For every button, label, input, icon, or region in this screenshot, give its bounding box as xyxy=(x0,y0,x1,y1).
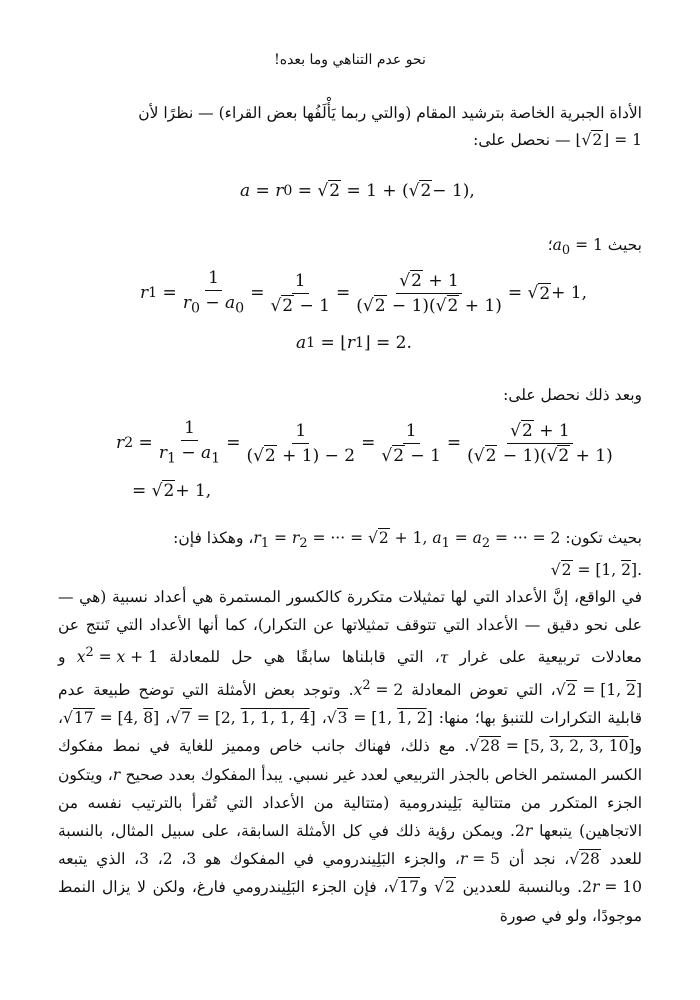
fraction: $\frac{1}{r_1 - a_1}$ xyxy=(158,418,221,467)
math-r-a-sequence: $r_1 = r_2$ = ··· = √2 + 1, $a_1 = a_2$ = ··· = 2 xyxy=(253,529,561,552)
equation-a1: a 1 = ⌊ r 1 ⌋ = 2. xyxy=(296,333,412,353)
fraction: $\frac{1}{(√2 + 1) - 2}$ xyxy=(246,420,356,466)
math-tau: τ xyxy=(439,648,449,667)
math-2r: 2r xyxy=(514,821,533,840)
math-r: r xyxy=(112,765,121,784)
paragraph-intro xyxy=(58,100,642,154)
text-line: . وبالنسبة للعددين xyxy=(462,878,583,897)
fraction: $\frac{1}{√2 - 1}$ xyxy=(381,420,441,466)
math-x2-eq-2: $x^2 = 2$ xyxy=(353,677,404,699)
text-line: الأمثلة التي توضح طبيعة عدم قابلية التكرارات للتنبؤ بها؛ منها: xyxy=(58,680,642,728)
fraction: $\frac{√2 + 1}{(√2 - 1)(√2 + 1)}$ xyxy=(356,270,502,316)
math-sqrt7-cf: √7 = [2, 1, 1, 1, 4] xyxy=(170,709,316,728)
paragraph-then xyxy=(58,382,642,409)
paragraph-main: في الواقع، إنَّ الأعداد التي لها تمثيلات متكررة كالكسور المستمرة هي أعداد نسبية (هي — على نحو دقيق — الأعداد التي تتوقف تمثيلاتها عن التكرار)، كما أنها الأعداد التي تَنتج عن معادلات تربيعية على غرار τ، التي قابلناها سابقًا هي حل للمعادلة $x^2 = x + 1$ و√2 = [1, 2]، التي تعوض المعادلة $x^2 = 2$. وتوجد بعض الأمثلة التي توضح طبيعة عدم قابلية التكرارات للتنبؤ بها؛ منها: √3 = [1, 1, 2]، √7 = [2, 1, 1, 1, 4]، √17 = [4, 8]، و√28 = [5, 3, 2, 3, 10]. مع ذلك، فهناك جانب خاص ومميز للغاية في نمط مفكوك الكسر المستمر الخاص بالجذر التربيعي لعدد غير نسبي. يبدأ المفكوك بعدد صحيح r، ويتكون الجزء المتكرر من متتالية بَلِيندرومية (متتالية من الأعداد التي تُقرأ بالترتيب نفسه من الاتجاهين) يتبعها 2r. ويمكن رؤية ذلك في كل الأمثلة السابقة، على سبيل المثال، بالنسبة للعدد √28، نجد أن r = 5، والجزء البَلِيندرومي في المفكوك هو 3، 2، 3، الذي يتبعه 2r = 10. وبالنسبة للعددين √2 و√17، فإن الجزء البَلِيندرومي فارغ، ولكن لا يزال النمط موجودًا، ولو في صورة xyxy=(58,588,643,925)
text-line: . وتوجد بعض xyxy=(264,680,354,699)
paragraph-a0 xyxy=(58,232,642,264)
text-line: ذلك في كل الأمثلة السابقة، على سبيل المثال، بالنسبة للعدد xyxy=(58,821,642,869)
text-line: ، نجد أن xyxy=(508,850,570,869)
fraction: $\frac{1}{√2 - 1}$ xyxy=(270,270,330,316)
math-sqrt17-cf: √17 = [4, 8] xyxy=(63,709,160,728)
math-sqrt28-cf: √28 = [5, 3, 2, 3, 10] xyxy=(469,737,635,756)
text-line: (متتالية من الأعداد التي تُقرأ بالترتيب نفسه من الاتجاهين) يتبعها xyxy=(58,793,643,840)
equation-r1: r 1 = $\frac{1}{r_0 - a_0}$ = $\frac{1}{√2 - 1}$ = $\frac{√2 + 1}{(√2 - 1)(√2 + 1)}$ = √ 2 + 1, xyxy=(140,268,588,317)
punct: ؛ xyxy=(547,236,553,254)
math-sqrt17: √17 xyxy=(388,878,419,897)
text-line: ، ويتكون الجزء المتكرر من متتالية بَلِيندرومية xyxy=(58,765,642,812)
equation-a-r0: a = r 0 = √ 2 = 1 + (√ 2 − 1), xyxy=(240,180,475,201)
math-sqrt28: √28 xyxy=(569,850,600,869)
math-sqrt3-cf: √3 = [1, 1, 2] xyxy=(326,709,433,728)
fraction: $\frac{1}{r_0 - a_0}$ xyxy=(182,268,245,317)
text-line: . مع ذلك، فهناك xyxy=(354,737,470,756)
paragraph-so xyxy=(58,525,642,584)
math-golden-eq: $x^2 = x + 1$ xyxy=(76,645,158,667)
running-head: نحو عدم التناهي وما بعده! xyxy=(274,52,426,68)
text-line: للمعادلة xyxy=(169,648,221,667)
text-line: أنها الأعداد التي تَنتج عن معادلات تربيعية على غرار xyxy=(58,616,642,667)
math-sqrt2: √2 xyxy=(434,878,455,897)
text-line: . ويمكن رؤية xyxy=(427,821,515,840)
text-line: وبعد ذلك نحصل على: xyxy=(503,386,642,404)
text-line: والجزء البَلِيندرومي في المفكوك هو 3، 2، 3، الذي يتبعه xyxy=(58,850,447,869)
text-line: جانب خاص ومميز للغاية في نمط مفكوك الكسر المستمر الخاص بالجذر التربيعي لعدد xyxy=(58,737,643,784)
text-line: الأداة الجبرية الخاصة بترشيد المقام (والتي ربما يَأْلَفُها بعض القراء) — نظرًا لأن xyxy=(138,104,642,122)
math-sqrt2-cf: √2 = [1, 2]. xyxy=(550,561,642,580)
equation-r2-line2: = √ 2 + 1, xyxy=(132,480,212,501)
text-line: في الواقع، إنَّ الأعداد التي لها تمثيلات متكررة كالكسور المستمرة هي أعداد xyxy=(153,588,642,606)
text-word: ، وهكذا فإن: xyxy=(173,529,254,547)
text-line: نسبية (هي — على نحو دقيق — الأعداد التي تتوقف تمثيلاتها عن التكرار)، كما xyxy=(58,588,642,635)
text-word: بحيث تكون: xyxy=(565,529,642,547)
text-line: غير نسبي. يبدأ المفكوك بعدد صحيح xyxy=(125,765,356,784)
fraction: $\frac{√2 + 1}{(√2 - 1)(√2 + 1)}$ xyxy=(467,420,613,466)
math-2r-eq-10: 2r = 10 xyxy=(582,878,642,897)
equation-r2: r 2 = $\frac{1}{r_1 - a_1}$ = $\frac{1}{(√2 + 1) - 2}$ = $\frac{1}{√2 - 1}$ = $\frac{√2 + 1}{(√2 - 1)(√2 + 1)}$ xyxy=(116,418,619,468)
math-a0: $a_0 = 1$ xyxy=(552,236,603,259)
text-word: و xyxy=(420,878,428,897)
math-sqrt2-cf: √2 = [1, 2] xyxy=(555,680,642,699)
math-r-eq-5: r = 5 xyxy=(459,850,501,869)
text-line: ، التي تعوض المعادلة xyxy=(411,680,556,699)
text-line: ، فإن الجزء البَلِيندرومي فارغ، ولكن لا يزال النمط موجودًا، ولو في صورة xyxy=(58,878,642,925)
text-line: ، التي قابلناها سابقًا هي حل xyxy=(231,648,440,667)
text-word: بحيث xyxy=(607,236,642,254)
text-line: — نحصل على: xyxy=(473,131,571,149)
text-word: و xyxy=(58,648,66,667)
math-floor-sqrt2: ⌊√2⌋ = 1 xyxy=(575,131,642,149)
